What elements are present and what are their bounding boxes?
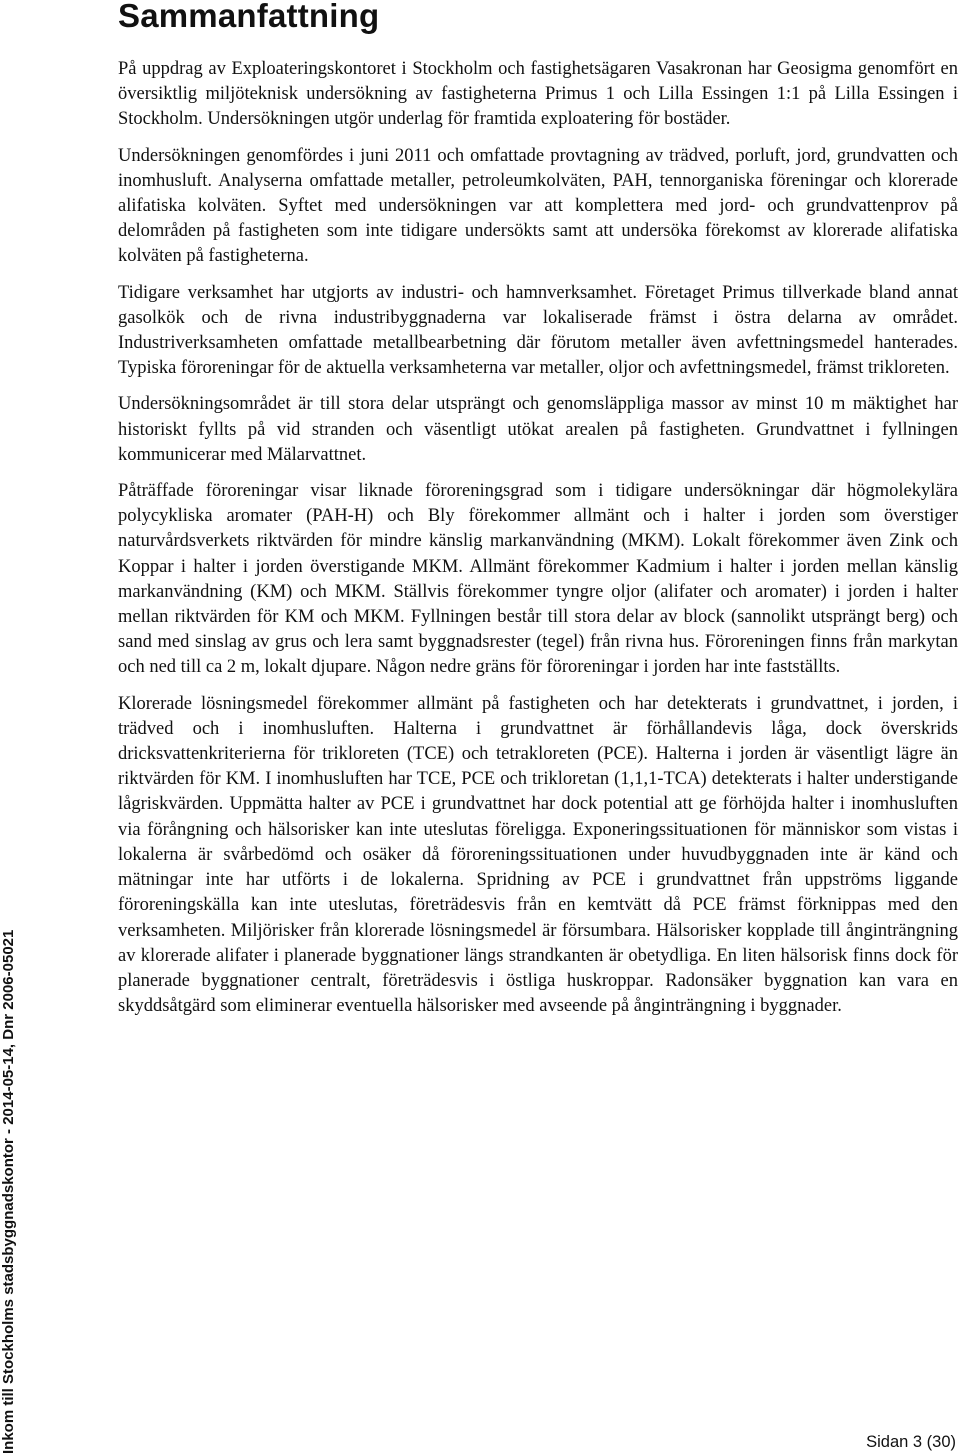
paragraph-chlorinated-solvents: Klorerade lösningsmedel förekommer allmänt på fastigheten och har detekterats i grundvattnet, i jorden, i trädved och i inomhusluften. Halterna i grundvattnet är förhållandevis låga, dock överskrids dricksvattenkriterierna för trikloreten (TCE) och tetrakloreten (PCE). Halterna i jorden är väsentligt lägre än riktvärden för KM. I inomhusluften har TCE, PCE och trikloretan (1,1,1-TCA) detekterats i halter understigande lågriskvärden. Uppmätta halter av PCE i grundvattnet har dock potential att ge förhöjda halter i inomhusluften via förångning och hälsorisker kan inte uteslutas föreligga. Exponeringssituationen för människor som vistas i lokalerna är svårbedömd och osäker då föroreningssituationen under huvudbyggnaden inte är känd och mätningar inte har utförts i de lokalerna. Spridning av PCE i grundvattnet från uppströms liggande föroreningskälla kan inte uteslutas, företrädesvis från en kemtvätt då PCE främst förknippas med den verksamheten. Miljörisker från klorerade lösningsmedel är försumbara. Hälsorisker kopplade till ånginträngning av klorerade alifater i planerade byggnationer längs strandkanten är obetydliga. En liten hälsorisk finns dock för planerade byggnationer centralt, företrädesvis i östliga huskroppar. Radonsäker byggnation kan vara en skyddsåtgärd som eliminerar eventuella hälsorisker med avseende på ånginträngning i byggnader.	[118, 693, 958, 1017]
paragraph-contaminants: Påträffade föroreningar visar liknade föroreningsgrad som i tidigare undersökningar där högmolekylära polycykliska aromater (PAH-H) och Bly förekommer allmänt och i halter i jorden som överstiger naturvårdsverkets riktvärden för mindre känslig markanvändning (MKM). Lokalt förekommer även Zink och Koppar i halter i jorden överstigande MKM. Allmänt förekommer Kadmium i halter i jorden mellan känslig markanvändning (KM) och MKM. Ställvis förekommer tyngre oljor (alifater och aromater) i jorden i halter mellan riktvärden för KM och MKM. Fyllningen består till stora delar av block (sannolikt utsprängt berg) och sand med sinslag av grus och lera samt byggnadsrester (tegel) från rivna hus. Föroreningen finns från markytan och ned till ca 2 m, lokalt djupare. Någon nedre gräns för föroreningar i jorden har inte fastställts.	[118, 481, 958, 678]
paragraph-geology: Undersökningsområdet är till stora delar utsprängt och genomsläppliga massor av minst 10 m mäktighet har historiskt fyllts på vid stranden och väsentligt utökat arealen på fastigheten. Grundvattnet i fyllningen kommunicerar med Mälarvattnet.	[118, 394, 958, 465]
paragraph-intro: På uppdrag av Exploateringskontoret i Stockholm och fastighetsägaren Vasakronan har Geosigma genomfört en översiktlig miljöteknisk undersökning av fastigheterna Primus 1 och Lilla Essingen 1:1 på Lilla Essingen i Stockholm. Undersökningen utgör underlag för framtida exploatering för bostäder.	[118, 59, 958, 130]
page-number: Sidan 3 (30)	[866, 1433, 956, 1451]
page-title: Sammanfattning	[118, 0, 380, 34]
summary-body	[118, 57, 958, 1030]
paragraph-method: Undersökningen genomfördes i juni 2011 och omfattade provtagning av trädved, porluft, jord, grundvatten och inomhusluft. Analyserna omfattade metaller, petroleumkolväten, PAH, tennorganiska föreningar och klorerade alifatiska kolväten. Syftet med undersökningen var att komplettera med jord- och grundvattenprov på delområden på fastigheten som inte tidigare undersökts samt att undersöka förekomst av klorerade alifatiska kolväten på fastigheterna.	[118, 145, 958, 267]
paragraph-history: Tidigare verksamhet har utgjorts av industri- och hamnverksamhet. Företaget Primus tillverkade bland annat gasolkök och de rivna industribyggnaderna var lokaliserade främst i östra delarna av området. Industriverksamheten omfattade metallbearbetning där förutom metaller även avfettningsmedel hanterades. Typiska föroreningar för de aktuella verksamheterna var metaller, oljor och avfettningsmedel, främst trikloreten.	[118, 282, 958, 379]
receipt-stamp: Inkom till Stockholms stadsbyggnadskontor - 2014-05-14, Dnr 2006-05021	[0, 929, 17, 1454]
